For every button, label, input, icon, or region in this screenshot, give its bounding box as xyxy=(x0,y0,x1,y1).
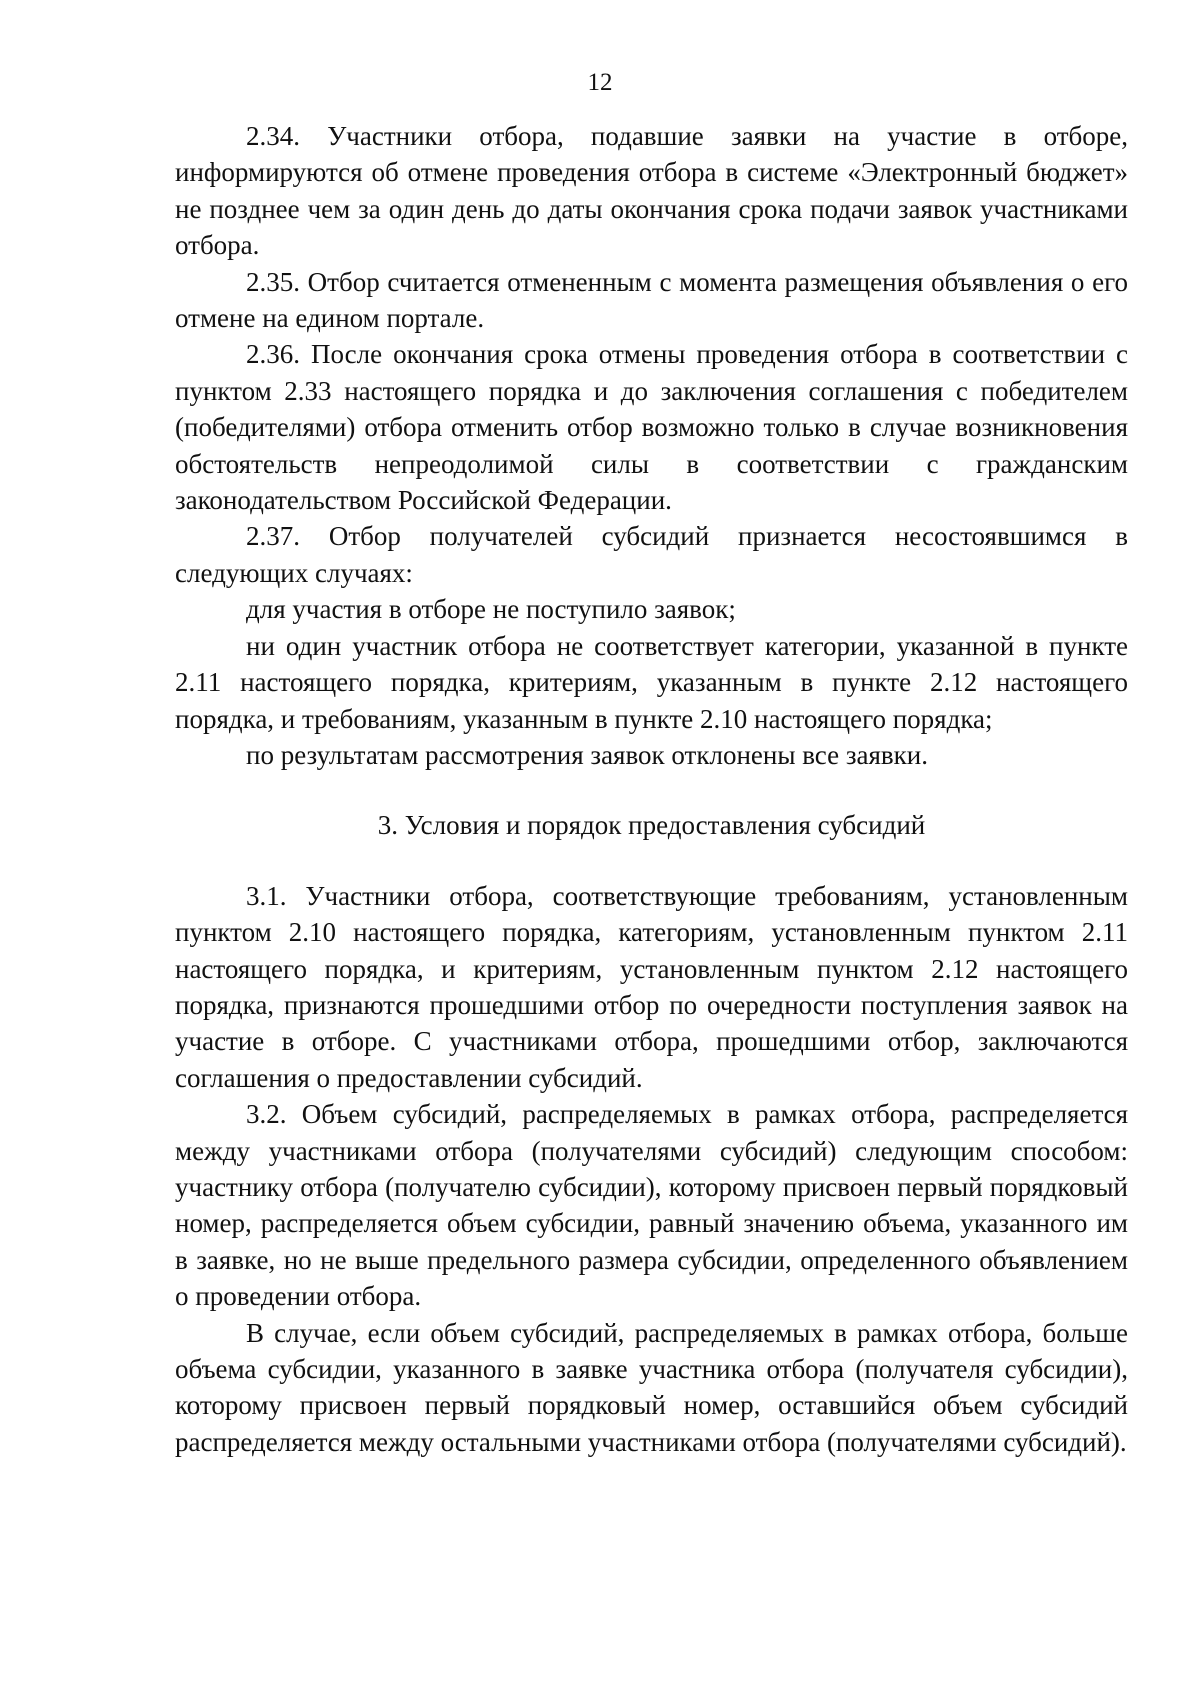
paragraph-3-2: 3.2. Объем субсидий, распределяемых в рамках отбора, распределяется между участниками отбора (получателями субсидий) следующим способом: участнику отбора (получателю субсидии), которому присвоен первый порядковый номер, распределяется объем субсидии, равный значению объема, указанного им в заявке, но не выше предельного размера субсидии, определенного объявлением о проведении отбора. xyxy=(175,1099,1128,1312)
section-title: 3. Условия и порядок предоставления субсидий xyxy=(377,810,926,841)
list-item-no-matching-participant: ни один участник отбора не соответствует категории, указанной в пункте 2.11 настоящего порядка, критериям, указанным в пункте 2.12 настоящего порядка, и требованиям, указанным в пункте 2.10 настоящего порядка; xyxy=(175,630,1128,734)
paragraph-3-1: 3.1. Участники отбора, соответствующие требованиям, установленным пунктом 2.10 настоящего порядка, категориям, установленным пунктом 2.11 настоящего порядка, и критериям, установленным пунктом 2.12 настоящего порядка, признаются прошедшими отбор по очередности поступления заявок на участие в отборе. С участниками отбора, прошедшими отбор, заключаются соглашения о предоставлении субсидий. xyxy=(175,880,1128,1093)
paragraph-3-2-continuation: В случае, если объем субсидий, распределяемых в рамках отбора, больше объема субсидии, указанного в заявке участника отбора (получателя субсидии), которому присвоен первый порядковый номер, оставшийся объем субсидий распределяется между остальными участниками отбора (получателями субсидий). xyxy=(175,1317,1128,1457)
page-number: 12 xyxy=(587,69,613,96)
paragraph-2-35: 2.35. Отбор считается отмененным с момента размещения объявления о его отмене на едином портале. xyxy=(175,266,1128,334)
list-item-all-rejected: по результатам рассмотрения заявок отклонены все заявки. xyxy=(246,739,928,770)
paragraph-2-36: 2.36. После окончания срока отмены проведения отбора в соответствии с пунктом 2.33 настоящего порядка и до заключения соглашения с победителем (победителями) отбора отменить отбор возможно только в случае возникновения обстоятельств непреодолимой силы в соответствии с гражданским законодательством Российской Федерации. xyxy=(175,339,1128,516)
document-body xyxy=(175,118,1128,1460)
list-item-no-applications: для участия в отборе не поступило заявок; xyxy=(246,594,736,625)
paragraph-2-37: 2.37. Отбор получателей субсидий признается несостоявшимся в следующих случаях: xyxy=(175,521,1128,588)
paragraph-2-34: 2.34. Участники отбора, подавшие заявки на участие в отборе, информируются об отмене проведения отбора в системе «Электронный бюджет» не позднее чем за один день до даты окончания срока подачи заявок участниками отбора. xyxy=(175,121,1128,261)
